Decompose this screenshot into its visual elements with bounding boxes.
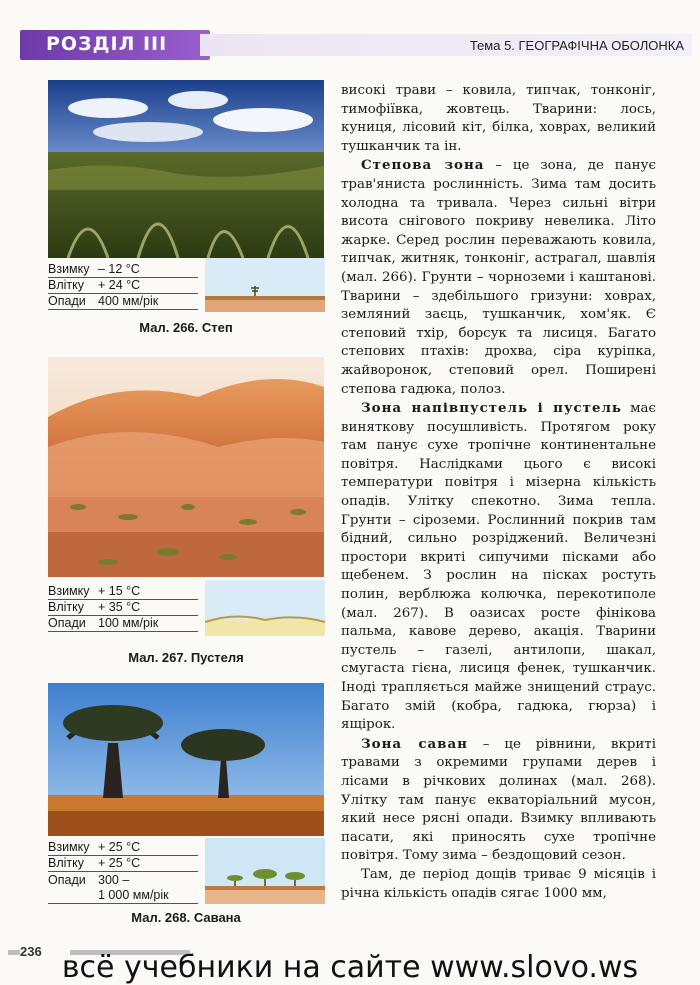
climate-value: + 15 °С: [98, 584, 141, 598]
climate-value: 1 000 мм/рік: [98, 888, 169, 902]
term-steppe: Степова зона: [361, 157, 485, 174]
climate-label: Взимку: [48, 840, 90, 854]
climate-value: 100 мм/рік: [98, 616, 159, 630]
paragraph-desert: [341, 399, 656, 735]
savanna-photo: [48, 683, 324, 836]
climate-value: – 12 °С: [98, 262, 140, 276]
figure-caption-267: Мал. 267. Пустеля: [128, 650, 244, 665]
paragraph-steppe: [341, 156, 656, 399]
climate-label: Взимку: [48, 262, 90, 276]
figure-caption-266: Мал. 266. Степ: [139, 320, 233, 335]
main-text: [341, 82, 656, 903]
climate-label: Опади: [48, 872, 86, 887]
site-footer-banner: всё учебники на сайте www.slovo.ws: [61, 950, 639, 985]
desert-profile-thumbnail: [205, 580, 325, 636]
climate-value: + 25 °С: [98, 840, 141, 854]
climate-label: Влітку: [48, 278, 84, 292]
climate-value: 400 мм/рік: [98, 294, 159, 308]
climate-value: 300 –: [98, 872, 130, 887]
climate-row-summer: [48, 600, 198, 616]
climate-label: Опади: [48, 616, 86, 630]
climate-value: + 24 °С: [98, 278, 141, 292]
paragraph-text: – це рівнини, вкриті травами з окремими групами дерев і лісами в річкових долинах (мал. 268). Улітку там панує екваторіальний мусон, який несе рясні опади. Взимку впливають пасати, які приносять сухе тропічне повітря. Тому зима – бездощовий сезон.: [341, 736, 657, 864]
paragraph-rain: [341, 866, 656, 903]
figure-caption-268: Мал. 268. Савана: [131, 910, 241, 925]
climate-value: + 35 °С: [98, 600, 141, 614]
climate-label: Влітку: [48, 856, 84, 870]
paragraph-forest-end: [341, 82, 656, 156]
steppe-photo: [48, 80, 324, 258]
climate-label: Влітку: [48, 600, 84, 614]
climate-row-summer: [48, 856, 198, 872]
climate-label: Взимку: [48, 584, 90, 598]
desert-photo: [48, 357, 324, 577]
climate-row-precip: [48, 616, 198, 632]
climate-row-summer: [48, 278, 198, 294]
term-desert: Зона напівпустель і пустель: [361, 400, 623, 417]
topic-title: Тема 5. ГЕОГРАФІЧНА ОБОЛОНКА: [469, 38, 684, 53]
paragraph-text: високі трави – ковила, типчак, тонконіг, тимофіївка, жовтець. Тварини: лось, куниця, лісовий кіт, білка, ховрах, великий тушканчик та ін.: [341, 83, 656, 154]
savanna-profile-thumbnail: [205, 838, 325, 904]
climate-label: Опади: [48, 294, 86, 308]
desert-climate-table: [48, 584, 198, 632]
page-header: [20, 30, 692, 60]
climate-row-precip-cont: [48, 888, 198, 904]
climate-row-winter: [48, 262, 198, 278]
page-number: 236: [20, 944, 42, 959]
steppe-climate-table: [48, 262, 198, 310]
climate-row-winter: [48, 840, 198, 856]
paragraph-text: Там, де період дощів триває 9 місяців і річна кількість опадів сягає 1000 мм,: [341, 866, 656, 901]
climate-row-winter: [48, 584, 198, 600]
paragraph-savanna: [341, 735, 656, 866]
climate-row-precip: [48, 872, 198, 888]
climate-value: + 25 °С: [98, 856, 141, 870]
savanna-climate-table: [48, 840, 198, 904]
term-savanna: Зона саван: [361, 735, 468, 752]
climate-row-precip: [48, 294, 198, 310]
section-title: РОЗДІЛ III: [46, 33, 168, 55]
paragraph-text: має виняткову посушливість. Протягом року там панує сухе тропічне континентальне повітря. Наслідками цього є високі температури повітря і мізерна кількість опадів. Улітку спекотно. Зима тепла. Грунти – сіроземи. Рослинний покрив там бідний, сильно розріджений. Величезні простори вкриті сипучими пісками або щебенем. З рослин на пісках ростуть полин, верблюжа колючка, перекотиполе (мал. 267). В оазисах росте фінікова пальма, кавове дерево, акація. Тварини пустель – газелі, антилопи, шакал, смугаста гієна, лисиця фенек, тушканчик. Іноді трапляється майже знищений страус. Багато змій (кобра, гадюка, гюрза) і ящірок.: [341, 401, 656, 733]
steppe-profile-thumbnail: [205, 258, 325, 312]
paragraph-text: – це зона, де панує трав'яниста рослинність. Зима там досить холодна та тривала. Через сильні вітри висота снігового покриву невелика. Літо жарке. Серед рослин переважають ковила, типчак, житняк, тонконіг, астрагал, шавлія (мал. 266). Грунти – чорноземи і каштанові. Тварини – здебільшого гризуни: ховрах, земляний заєць, тушканчик, хом'як. Є степовий тхір, борсук та лисиця. Багато степових птахів: дрохва, сіра куріпка, жайворонок, степовий орел. Поширені степова гадюка, полоз.: [341, 158, 656, 397]
